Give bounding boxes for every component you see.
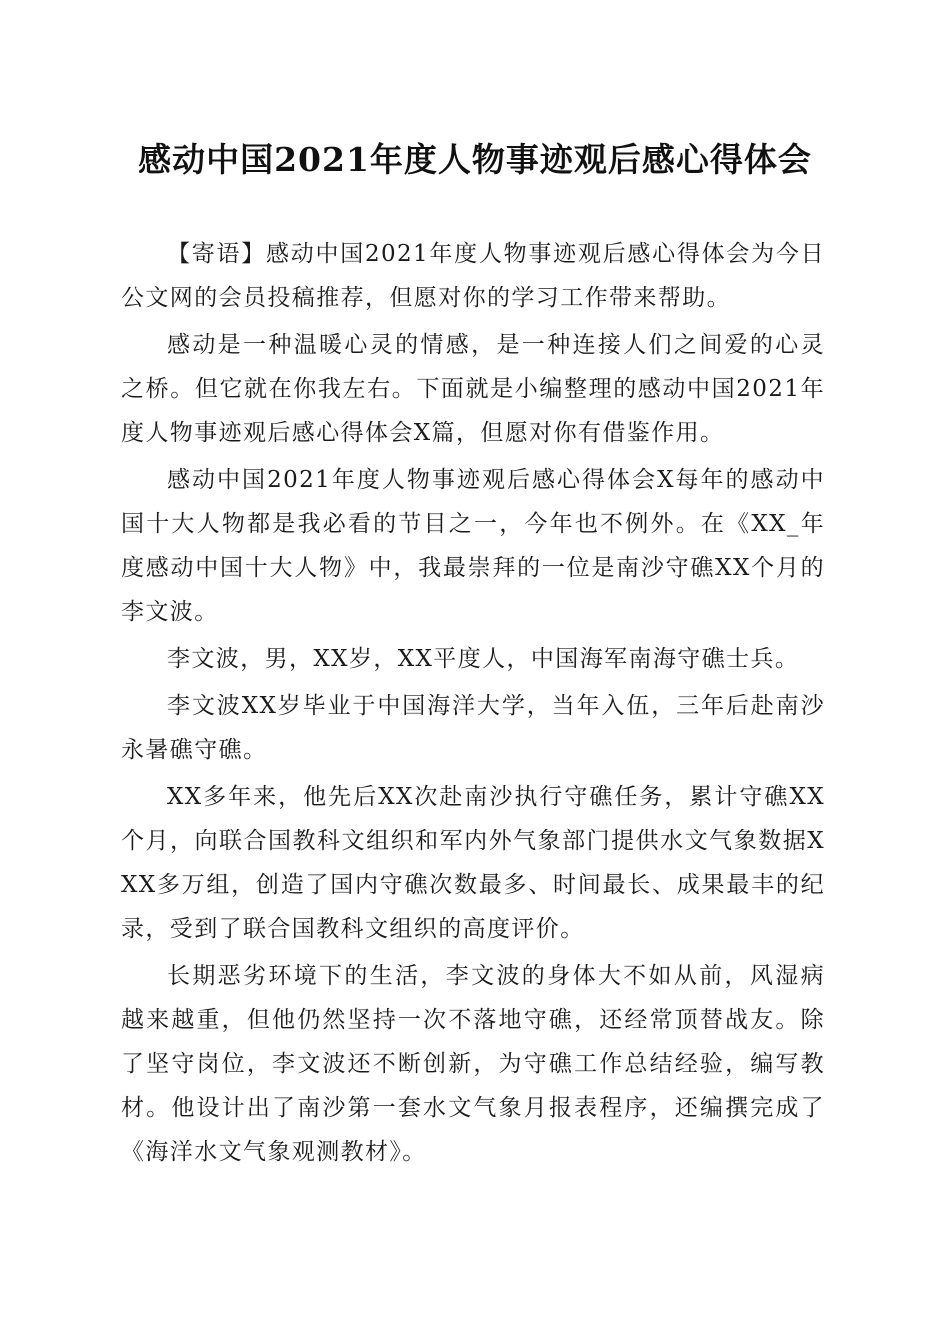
paragraph-opening: 感动中国2021年度人物事迹观后感心得体会X每年的感动中国十大人物都是我必看的节目之一，今年也不例外。在《XX_年度感动中国十大人物》中，我最崇拜的一位是南沙守礁XX个月的李文波。 xyxy=(121,467,825,625)
paragraph-intro: 感动是一种温暖心灵的情感，是一种连接人们之间爱的心灵之桥。但它就在你我左右。下面就是小编整理的感动中国2021年度人物事迹观后感心得体会X篇，但愿对你有借鉴作用。 xyxy=(121,332,825,446)
document-body xyxy=(121,232,825,1174)
paragraph-foreword: 【寄语】感动中国2021年度人物事迹观后感心得体会为今日公文网的会员投稿推荐，但愿对你的学习工作带来帮助。 xyxy=(121,241,825,311)
paragraph-perseverance: 长期恶劣环境下的生活，李文波的身体大不如从前，风湿病越来越重，但他仍然坚持一次不落地守礁，还经常顶替战友。除了坚守岗位，李文波还不断创新，为守礁工作总结经验，编写教材。他设计出了南沙第一套水文气象月报表程序，还编撰完成了《海洋水文气象观测教材》。 xyxy=(121,963,825,1165)
paragraph-background: 李文波XX岁毕业于中国海洋大学，当年入伍，三年后赴南沙永暑礁守礁。 xyxy=(121,693,825,763)
paragraph-profile: 李文波，男，XX岁，XX平度人，中国海军南海守礁士兵。 xyxy=(167,646,800,672)
document-title: 感动中国2021年度人物事迹观后感心得体会 xyxy=(138,140,812,179)
paragraph-achievements: XX多年来，他先后XX次赴南沙执行守礁任务，累计守礁XX个月，向联合国教科文组织和军内外气象部门提供水文气象数据XXX多万组，创造了国内守礁次数最多、时间最长、成果最丰的纪录，受到了联合国教科文组织的高度评价。 xyxy=(121,784,825,942)
